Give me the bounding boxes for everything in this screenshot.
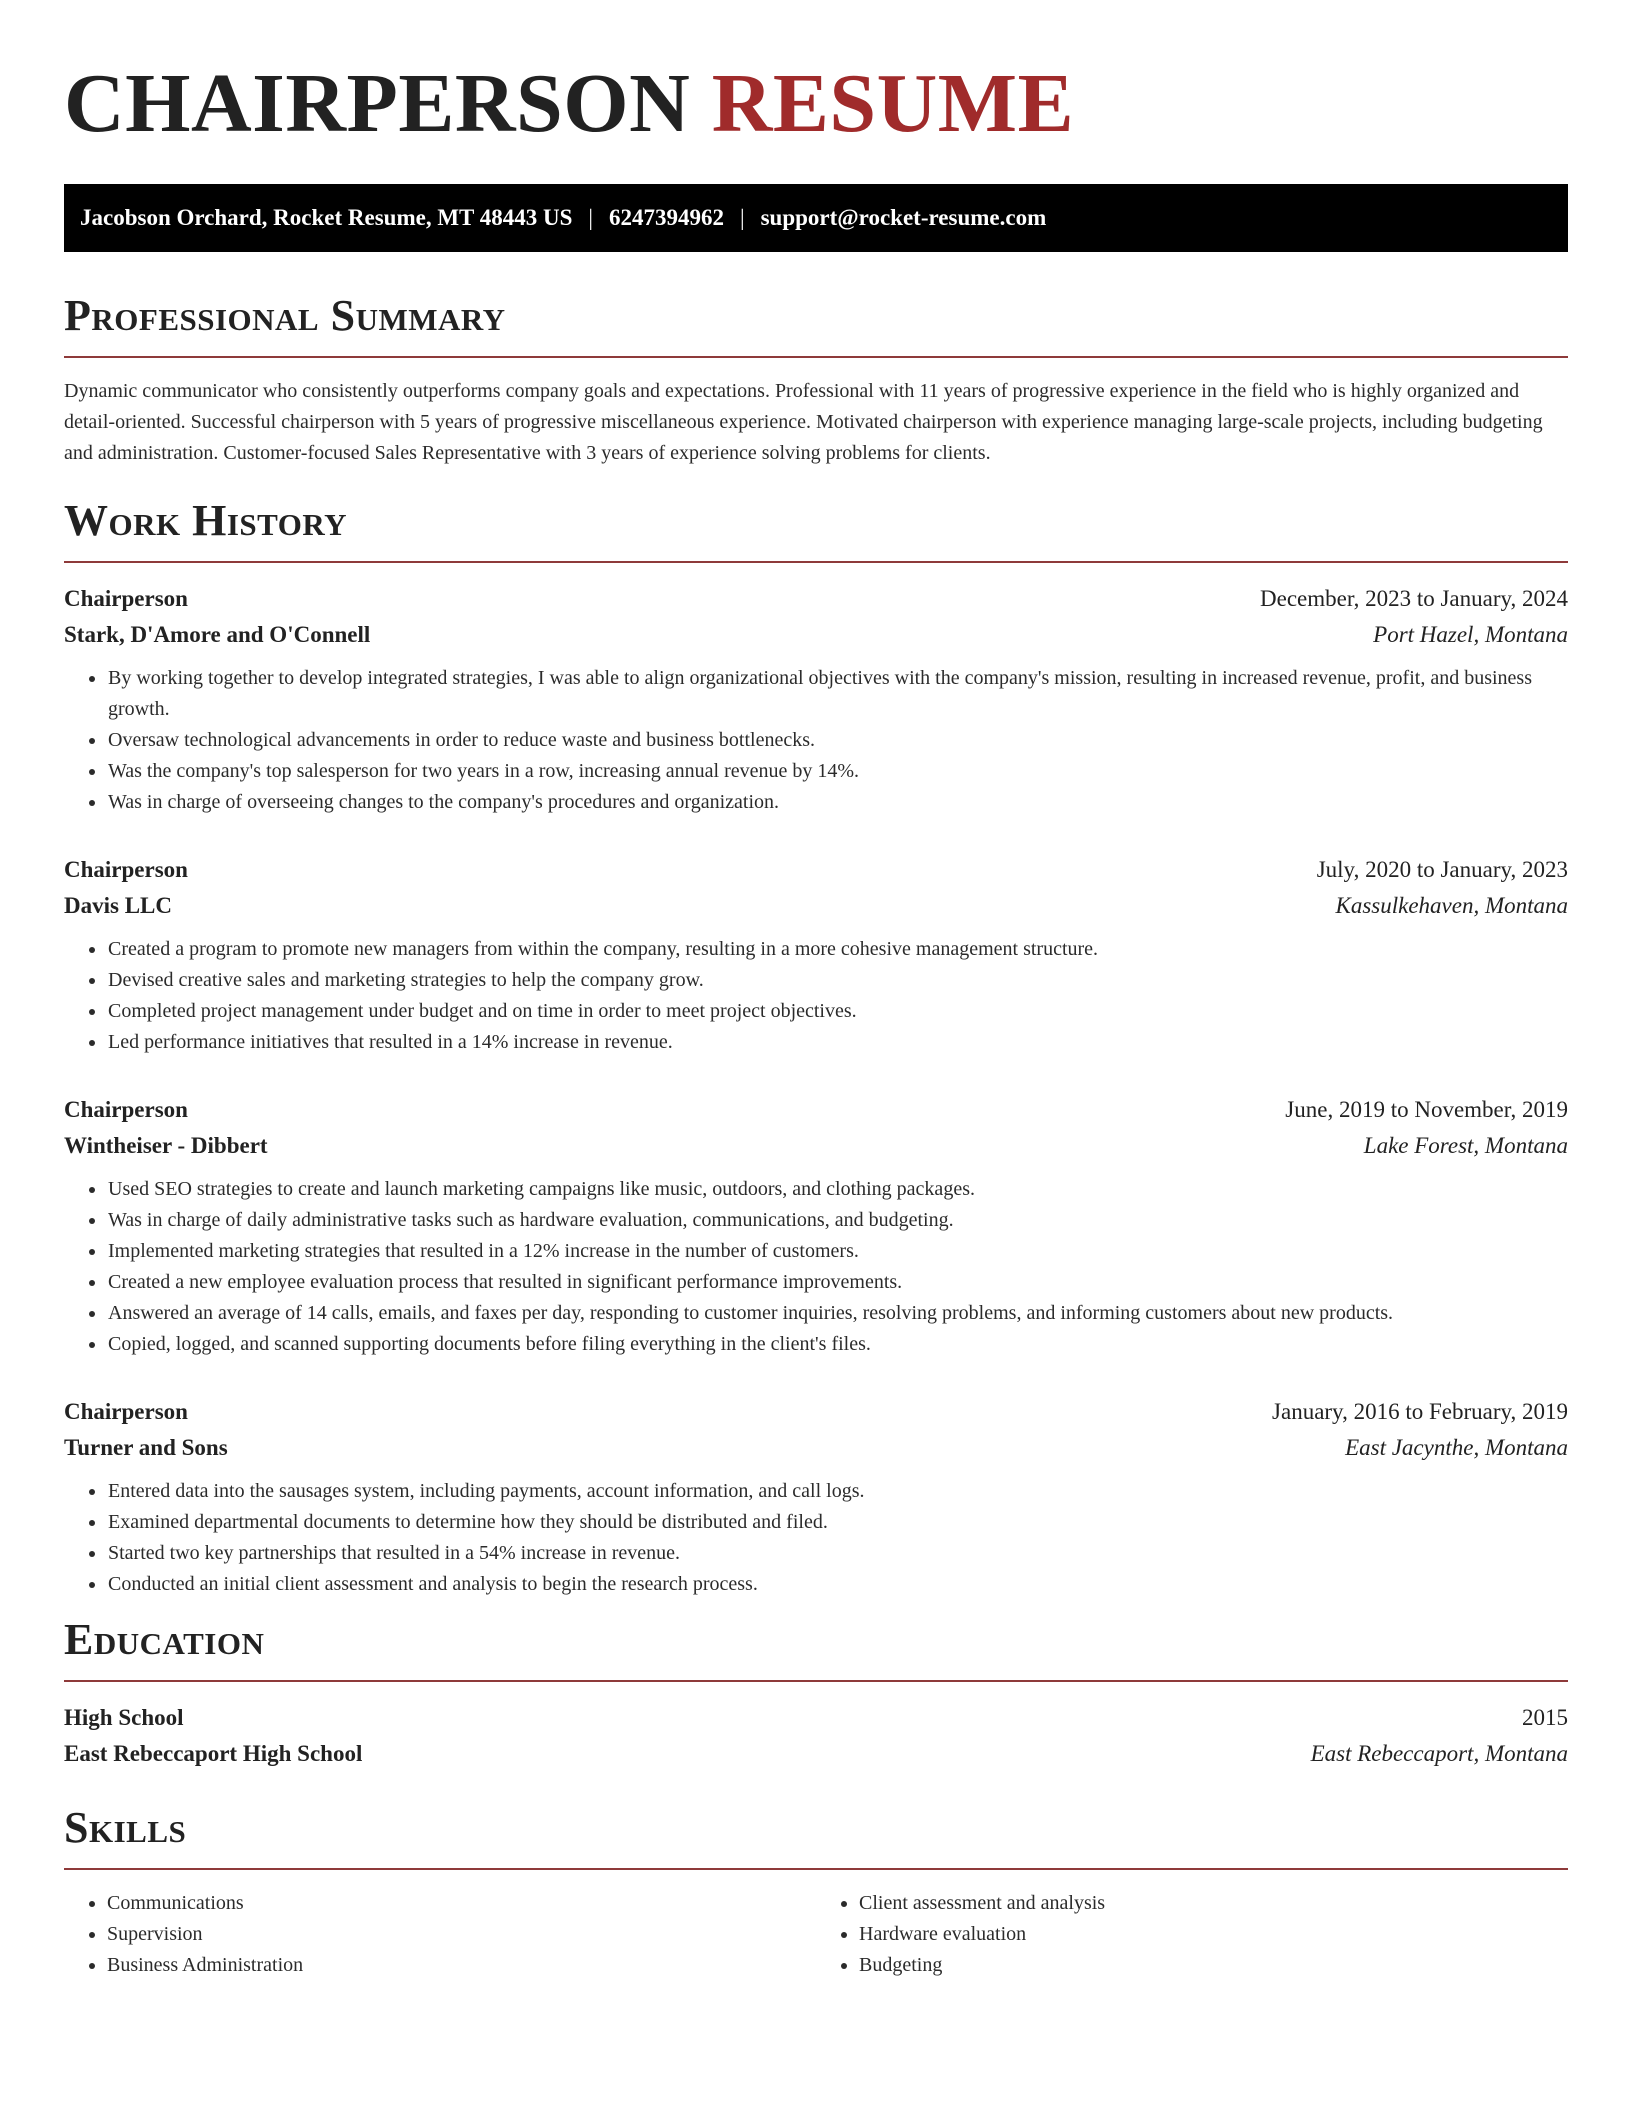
work-history-section: [64, 495, 1568, 1600]
skill-item: • Hardware evaluation: [859, 1919, 1568, 1950]
section-divider: [64, 1868, 1568, 1870]
page-title: [64, 0, 1568, 152]
job-entry: [64, 1394, 1568, 1600]
job-company: Wintheiser - Dibbert: [64, 1133, 268, 1158]
section-divider: [64, 356, 1568, 358]
job-title: Chairperson: [64, 1399, 188, 1424]
job-bullet: • Was in charge of overseeing changes to the company's procedures and organization.: [107, 787, 1568, 818]
job-bullet: • Created a program to promote new managers from within the company, resulting in a more cohesive management structure.: [107, 934, 1568, 965]
job-title: Chairperson: [64, 586, 188, 611]
job-dates: July, 2020 to January, 2023: [1316, 857, 1568, 882]
job-location: Port Hazel, Montana: [1373, 622, 1568, 647]
education-location: East Rebeccaport, Montana: [1310, 1741, 1568, 1766]
skill-item: • Client assessment and analysis: [859, 1888, 1568, 1919]
summary-heading: Professional Summary: [64, 291, 506, 340]
skill-item: • Communications: [107, 1888, 816, 1919]
contact-separator: |: [588, 205, 593, 230]
job-dates: December, 2023 to January, 2024: [1260, 586, 1568, 611]
job-bullets: [64, 663, 1568, 818]
job-entry: [64, 581, 1568, 818]
job-bullet: • Implemented marketing strategies that resulted in a 12% increase in the number of customers.: [107, 1236, 1568, 1267]
skills-column-left: [64, 1888, 816, 1981]
job-location: Kassulkehaven, Montana: [1335, 893, 1568, 918]
education-degree: High School: [64, 1705, 184, 1730]
skill-item: • Supervision: [107, 1919, 816, 1950]
job-company: Davis LLC: [64, 893, 172, 918]
section-divider: [64, 561, 1568, 563]
contact-address: Jacobson Orchard, Rocket Resume, MT 48443 US: [80, 205, 573, 230]
job-bullet: • Copied, logged, and scanned supporting documents before filing everything in the client's files.: [107, 1329, 1568, 1360]
job-bullet: • Led performance initiatives that resulted in a 14% increase in revenue.: [107, 1027, 1568, 1058]
skill-item: • Budgeting: [859, 1950, 1568, 1981]
contact-bar: [64, 184, 1568, 252]
job-company: Stark, D'Amore and O'Connell: [64, 622, 371, 647]
education-heading: Education: [64, 1615, 265, 1664]
skill-item: • Business Administration: [107, 1950, 816, 1981]
job-bullet: • Oversaw technological advancements in order to reduce waste and business bottlenecks.: [107, 725, 1568, 756]
education-school: East Rebeccaport High School: [64, 1741, 363, 1766]
job-location: East Jacynthe, Montana: [1345, 1435, 1568, 1460]
job-bullet: • Was the company's top salesperson for two years in a row, increasing annual revenue by 14%.: [107, 756, 1568, 787]
summary-section: [64, 290, 1568, 469]
job-bullet: • Answered an average of 14 calls, emails, and faxes per day, responding to customer inquiries, resolving problems, and informing customers about new products.: [107, 1298, 1568, 1329]
job-bullet: • Created a new employee evaluation process that resulted in significant performance improvements.: [107, 1267, 1568, 1298]
contact-email: support@rocket-resume.com: [760, 205, 1047, 230]
job-bullets: [64, 1476, 1568, 1600]
job-bullet: • Examined departmental documents to determine how they should be distributed and filed.: [107, 1507, 1568, 1538]
job-bullet: • Devised creative sales and marketing strategies to help the company grow.: [107, 965, 1568, 996]
job-dates: June, 2019 to November, 2019: [1285, 1097, 1568, 1122]
title-main: CHAIRPERSON: [64, 57, 691, 150]
job-bullet: • Completed project management under budget and on time in order to meet project objectives.: [107, 996, 1568, 1027]
section-divider: [64, 1680, 1568, 1682]
job-entry: [64, 1092, 1568, 1360]
job-entry: [64, 852, 1568, 1058]
job-bullet: • Entered data into the sausages system, including payments, account information, and call logs.: [107, 1476, 1568, 1507]
skills-heading: Skills: [64, 1803, 187, 1852]
skills-column-right: [816, 1888, 1568, 1981]
job-bullets: [64, 1174, 1568, 1360]
job-dates: January, 2016 to February, 2019: [1272, 1399, 1568, 1424]
skills-section: [64, 1802, 1568, 1981]
job-bullets: [64, 934, 1568, 1058]
job-bullet: • Used SEO strategies to create and launch marketing campaigns like music, outdoors, and clothing packages.: [107, 1174, 1568, 1205]
contact-separator: |: [739, 205, 745, 230]
contact-phone: 6247394962: [608, 205, 724, 230]
title-accent: RESUME: [711, 57, 1075, 150]
skills-grid: [64, 1888, 1568, 1981]
education-year: 2015: [1522, 1705, 1568, 1730]
job-title: Chairperson: [64, 1097, 188, 1122]
summary-text: Dynamic communicator who consistently outperforms company goals and expectations. Professional with 11 years of progressive experience in the field who is highly organized and detail-oriented. Successful chairperson with 5 years of progressive miscellaneous experience. Motivated chairperson with experience managing large-scale projects, including budgeting and administration. Customer-focused Sales Representative with 3 years of experience solving problems for clients.: [64, 380, 1543, 464]
job-bullet: • Conducted an initial client assessment and analysis to begin the research process.: [107, 1569, 1568, 1600]
job-title: Chairperson: [64, 857, 188, 882]
work-history-heading: Work History: [64, 496, 348, 545]
job-company: Turner and Sons: [64, 1435, 228, 1460]
job-location: Lake Forest, Montana: [1363, 1133, 1568, 1158]
education-section: [64, 1614, 1568, 1772]
job-bullet: • Started two key partnerships that resulted in a 54% increase in revenue.: [107, 1538, 1568, 1569]
job-bullet: • By working together to develop integrated strategies, I was able to align organizational objectives with the company's mission, resulting in increased revenue, profit, and business growth.: [107, 663, 1568, 725]
job-bullet: • Was in charge of daily administrative tasks such as hardware evaluation, communications, and budgeting.: [107, 1205, 1568, 1236]
